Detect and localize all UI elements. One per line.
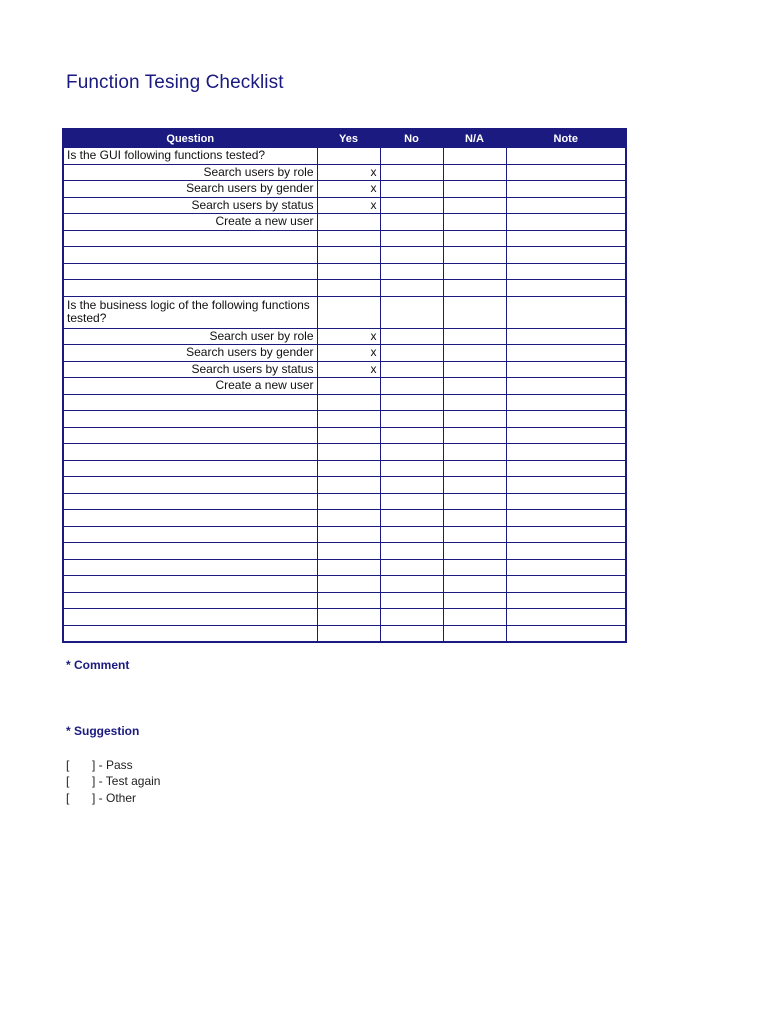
- no-cell[interactable]: [380, 477, 443, 494]
- note-cell[interactable]: [506, 477, 626, 494]
- table-row: [63, 181, 626, 198]
- option-other[interactable]: [66, 790, 136, 806]
- question-cell[interactable]: Search users by status: [63, 197, 317, 214]
- option-test-again[interactable]: [66, 773, 160, 789]
- table-row: [63, 197, 626, 214]
- yes-cell[interactable]: [317, 411, 380, 428]
- no-cell[interactable]: [380, 493, 443, 510]
- na-cell[interactable]: [443, 609, 506, 626]
- table-row: [63, 526, 626, 543]
- question-cell[interactable]: [63, 460, 317, 477]
- question-cell[interactable]: Is the GUI following functions tested?: [63, 148, 317, 165]
- suggestion-label: * Suggestion: [66, 724, 140, 738]
- no-cell[interactable]: [380, 280, 443, 297]
- na-cell[interactable]: [443, 214, 506, 231]
- yes-cell[interactable]: [317, 559, 380, 576]
- na-cell[interactable]: [443, 427, 506, 444]
- note-cell[interactable]: [506, 493, 626, 510]
- note-cell[interactable]: [506, 263, 626, 280]
- no-cell[interactable]: [380, 296, 443, 328]
- table-row: [63, 214, 626, 231]
- no-cell[interactable]: [380, 164, 443, 181]
- question-cell[interactable]: [63, 609, 317, 626]
- header-yes: Yes: [317, 129, 380, 148]
- na-cell[interactable]: [443, 378, 506, 395]
- question-cell[interactable]: [63, 625, 317, 642]
- question-cell[interactable]: [63, 526, 317, 543]
- no-cell[interactable]: [380, 214, 443, 231]
- note-cell[interactable]: [506, 328, 626, 345]
- table-row: [63, 460, 626, 477]
- note-cell[interactable]: [506, 378, 626, 395]
- na-cell[interactable]: [443, 361, 506, 378]
- note-cell[interactable]: [506, 214, 626, 231]
- yes-cell[interactable]: x: [317, 164, 380, 181]
- table-row: [63, 609, 626, 626]
- question-cell[interactable]: [63, 247, 317, 264]
- table-row: [63, 477, 626, 494]
- na-cell[interactable]: [443, 296, 506, 328]
- yes-cell[interactable]: [317, 609, 380, 626]
- na-cell[interactable]: [443, 345, 506, 362]
- no-cell[interactable]: [380, 526, 443, 543]
- question-cell[interactable]: [63, 394, 317, 411]
- note-cell[interactable]: [506, 559, 626, 576]
- note-cell[interactable]: [506, 197, 626, 214]
- na-cell[interactable]: [443, 247, 506, 264]
- yes-cell[interactable]: [317, 296, 380, 328]
- note-cell[interactable]: [506, 247, 626, 264]
- na-cell[interactable]: [443, 510, 506, 527]
- question-cell[interactable]: [63, 477, 317, 494]
- na-cell[interactable]: [443, 394, 506, 411]
- table-row: [63, 148, 626, 165]
- na-cell[interactable]: [443, 477, 506, 494]
- option-label: ] - Other: [92, 791, 137, 805]
- comment-label: * Comment: [66, 658, 130, 672]
- yes-cell[interactable]: x: [317, 361, 380, 378]
- note-cell[interactable]: [506, 280, 626, 297]
- table-row: [63, 296, 626, 328]
- no-cell[interactable]: [380, 361, 443, 378]
- yes-cell[interactable]: [317, 576, 380, 593]
- table-row: [63, 493, 626, 510]
- table-row: [63, 411, 626, 428]
- na-cell[interactable]: [443, 526, 506, 543]
- page-title: Function Tesing Checklist: [66, 72, 284, 93]
- question-cell[interactable]: [63, 559, 317, 576]
- na-cell[interactable]: [443, 280, 506, 297]
- option-label: ] - Pass: [92, 758, 133, 772]
- table-row: [63, 510, 626, 527]
- note-cell[interactable]: [506, 296, 626, 328]
- question-cell[interactable]: [63, 493, 317, 510]
- yes-cell[interactable]: x: [317, 181, 380, 198]
- no-cell[interactable]: [380, 543, 443, 560]
- yes-cell[interactable]: x: [317, 197, 380, 214]
- option-bracket: [: [66, 774, 70, 788]
- no-cell[interactable]: [380, 263, 443, 280]
- note-cell[interactable]: [506, 361, 626, 378]
- option-pass[interactable]: [66, 757, 133, 773]
- question-cell[interactable]: Search users by role: [63, 164, 317, 181]
- na-cell[interactable]: [443, 181, 506, 198]
- no-cell[interactable]: [380, 181, 443, 198]
- note-cell[interactable]: [506, 148, 626, 165]
- table-row: [63, 444, 626, 461]
- na-cell[interactable]: [443, 493, 506, 510]
- na-cell[interactable]: [443, 197, 506, 214]
- no-cell[interactable]: [380, 576, 443, 593]
- question-cell[interactable]: [63, 543, 317, 560]
- yes-cell[interactable]: [317, 477, 380, 494]
- table-row: [63, 543, 626, 560]
- question-cell[interactable]: Create a new user: [63, 214, 317, 231]
- yes-cell[interactable]: [317, 444, 380, 461]
- no-cell[interactable]: [380, 197, 443, 214]
- note-cell[interactable]: [506, 592, 626, 609]
- no-cell[interactable]: [380, 148, 443, 165]
- na-cell[interactable]: [443, 230, 506, 247]
- question-cell[interactable]: [63, 510, 317, 527]
- na-cell[interactable]: [443, 543, 506, 560]
- table-header-row: [63, 129, 626, 148]
- no-cell[interactable]: [380, 559, 443, 576]
- table-row: [63, 263, 626, 280]
- note-cell[interactable]: [506, 427, 626, 444]
- no-cell[interactable]: [380, 345, 443, 362]
- yes-cell[interactable]: [317, 460, 380, 477]
- table-row: [63, 345, 626, 362]
- note-cell[interactable]: [506, 543, 626, 560]
- na-cell[interactable]: [443, 460, 506, 477]
- yes-cell[interactable]: [317, 592, 380, 609]
- table-row: [63, 394, 626, 411]
- table-row: [63, 230, 626, 247]
- yes-cell[interactable]: [317, 247, 380, 264]
- table-row: [63, 328, 626, 345]
- option-bracket: [: [66, 791, 70, 805]
- no-cell[interactable]: [380, 230, 443, 247]
- yes-cell[interactable]: [317, 214, 380, 231]
- table-row: [63, 559, 626, 576]
- table-row: [63, 625, 626, 642]
- question-cell[interactable]: [63, 280, 317, 297]
- note-cell[interactable]: [506, 510, 626, 527]
- no-cell[interactable]: [380, 378, 443, 395]
- note-cell[interactable]: [506, 230, 626, 247]
- no-cell[interactable]: [380, 247, 443, 264]
- question-cell[interactable]: Search users by gender: [63, 345, 317, 362]
- table-row: [63, 280, 626, 297]
- no-cell[interactable]: [380, 510, 443, 527]
- na-cell[interactable]: [443, 328, 506, 345]
- header-na: N/A: [443, 129, 506, 148]
- note-cell[interactable]: [506, 181, 626, 198]
- table-row: [63, 592, 626, 609]
- yes-cell[interactable]: [317, 510, 380, 527]
- table-row: [63, 247, 626, 264]
- no-cell[interactable]: [380, 625, 443, 642]
- na-cell[interactable]: [443, 576, 506, 593]
- table-row: [63, 427, 626, 444]
- question-cell[interactable]: Is the business logic of the following functions tested?: [63, 296, 317, 328]
- question-cell[interactable]: Search user by role: [63, 328, 317, 345]
- table-row: [63, 378, 626, 395]
- na-cell[interactable]: [443, 411, 506, 428]
- no-cell[interactable]: [380, 411, 443, 428]
- note-cell[interactable]: [506, 576, 626, 593]
- header-question: Question: [63, 129, 317, 148]
- yes-cell[interactable]: [317, 543, 380, 560]
- yes-cell[interactable]: x: [317, 345, 380, 362]
- yes-cell[interactable]: [317, 427, 380, 444]
- na-cell[interactable]: [443, 263, 506, 280]
- na-cell[interactable]: [443, 559, 506, 576]
- yes-cell[interactable]: [317, 526, 380, 543]
- table-row: [63, 576, 626, 593]
- note-cell[interactable]: [506, 625, 626, 642]
- question-cell[interactable]: [63, 592, 317, 609]
- question-cell[interactable]: Search users by gender: [63, 181, 317, 198]
- header-note: Note: [506, 129, 626, 148]
- yes-cell[interactable]: [317, 378, 380, 395]
- question-cell[interactable]: [63, 576, 317, 593]
- option-label: ] - Test again: [92, 774, 161, 788]
- question-cell[interactable]: [63, 444, 317, 461]
- yes-cell[interactable]: [317, 625, 380, 642]
- note-cell[interactable]: [506, 526, 626, 543]
- note-cell[interactable]: [506, 444, 626, 461]
- yes-cell[interactable]: [317, 394, 380, 411]
- yes-cell[interactable]: x: [317, 328, 380, 345]
- checklist-table: [62, 128, 627, 643]
- question-cell[interactable]: Search users by status: [63, 361, 317, 378]
- note-cell[interactable]: [506, 394, 626, 411]
- no-cell[interactable]: [380, 609, 443, 626]
- question-cell[interactable]: [63, 230, 317, 247]
- no-cell[interactable]: [380, 460, 443, 477]
- yes-cell[interactable]: [317, 230, 380, 247]
- yes-cell[interactable]: [317, 280, 380, 297]
- no-cell[interactable]: [380, 328, 443, 345]
- question-cell[interactable]: Create a new user: [63, 378, 317, 395]
- no-cell[interactable]: [380, 427, 443, 444]
- question-cell[interactable]: [63, 263, 317, 280]
- note-cell[interactable]: [506, 164, 626, 181]
- table-row: [63, 164, 626, 181]
- yes-cell[interactable]: [317, 493, 380, 510]
- na-cell[interactable]: [443, 444, 506, 461]
- no-cell[interactable]: [380, 444, 443, 461]
- question-cell[interactable]: [63, 427, 317, 444]
- yes-cell[interactable]: [317, 263, 380, 280]
- no-cell[interactable]: [380, 394, 443, 411]
- option-bracket: [: [66, 758, 70, 772]
- no-cell[interactable]: [380, 592, 443, 609]
- na-cell[interactable]: [443, 164, 506, 181]
- table-row: [63, 361, 626, 378]
- note-cell[interactable]: [506, 460, 626, 477]
- yes-cell[interactable]: [317, 148, 380, 165]
- na-cell[interactable]: [443, 148, 506, 165]
- note-cell[interactable]: [506, 411, 626, 428]
- na-cell[interactable]: [443, 592, 506, 609]
- header-no: No: [380, 129, 443, 148]
- note-cell[interactable]: [506, 345, 626, 362]
- question-cell[interactable]: [63, 411, 317, 428]
- note-cell[interactable]: [506, 609, 626, 626]
- na-cell[interactable]: [443, 625, 506, 642]
